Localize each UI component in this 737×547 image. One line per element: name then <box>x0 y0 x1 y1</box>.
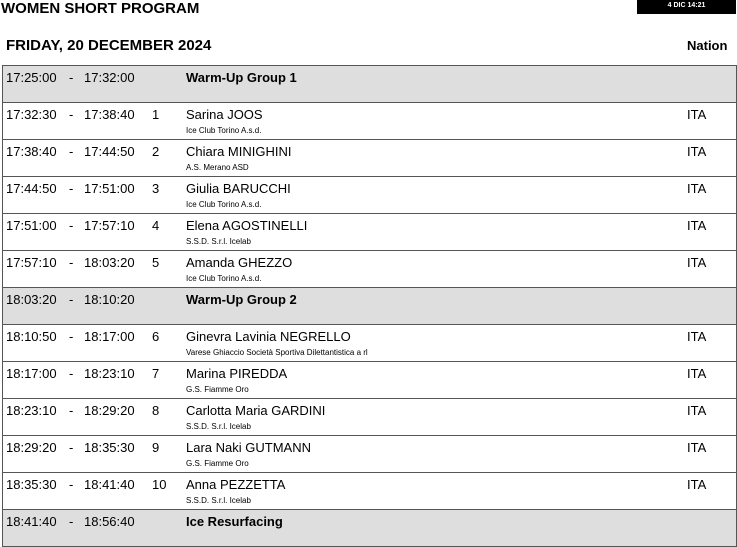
start-order: 4 <box>152 218 160 233</box>
time-separator: - <box>69 181 74 196</box>
club-name: S.S.D. S.r.l. Icelab <box>186 422 251 431</box>
club-name: S.S.D. S.r.l. Icelab <box>186 496 251 505</box>
skater-name: Amanda GHEZZO <box>186 255 293 270</box>
start-time: 17:57:10 <box>6 255 57 270</box>
start-time: 18:10:50 <box>6 329 57 344</box>
time-separator: - <box>69 440 74 455</box>
time-separator: - <box>69 329 74 344</box>
end-time: 18:10:20 <box>84 292 135 307</box>
time-separator: - <box>69 403 74 418</box>
nation-code: ITA <box>687 107 707 122</box>
start-order: 6 <box>152 329 160 344</box>
end-time: 18:56:40 <box>84 514 135 529</box>
skater-name: Carlotta Maria GARDINI <box>186 403 326 418</box>
end-time: 17:57:10 <box>84 218 135 233</box>
time-separator: - <box>69 366 74 381</box>
nation-code: ITA <box>687 181 707 196</box>
start-order: 9 <box>152 440 160 455</box>
club-name: S.S.D. S.r.l. Icelab <box>186 237 251 246</box>
schedule-break-row <box>3 510 736 547</box>
start-order: 1 <box>152 107 160 122</box>
time-separator: - <box>69 477 74 492</box>
schedule-skater-row <box>3 436 736 473</box>
time-separator: - <box>69 70 74 85</box>
time-separator: - <box>69 218 74 233</box>
nation-code: ITA <box>687 255 707 270</box>
end-time: 18:35:30 <box>84 440 135 455</box>
schedule-break-row <box>3 288 736 325</box>
print-timestamp: 4 DIC 14:21 <box>637 0 736 14</box>
end-time: 17:38:40 <box>84 107 135 122</box>
end-time: 18:29:20 <box>84 403 135 418</box>
time-separator: - <box>69 514 74 529</box>
schedule-skater-row <box>3 103 736 140</box>
start-time: 18:41:40 <box>6 514 57 529</box>
schedule-skater-row <box>3 251 736 288</box>
event-label: Warm-Up Group 2 <box>186 292 297 307</box>
schedule-table <box>2 65 737 547</box>
date-heading: FRIDAY, 20 DECEMBER 2024 <box>6 37 212 54</box>
start-time: 18:17:00 <box>6 366 57 381</box>
schedule-skater-row <box>3 140 736 177</box>
start-order: 3 <box>152 181 160 196</box>
schedule-skater-row <box>3 473 736 510</box>
start-time: 17:38:40 <box>6 144 57 159</box>
skater-name: Lara Naki GUTMANN <box>186 440 311 455</box>
start-time: 17:25:00 <box>6 70 57 85</box>
start-time: 18:23:10 <box>6 403 57 418</box>
end-time: 17:51:00 <box>84 181 135 196</box>
end-time: 18:23:10 <box>84 366 135 381</box>
start-time: 17:51:00 <box>6 218 57 233</box>
club-name: Varese Ghiaccio Società Sportiva Dilettantistica a rl <box>186 348 368 357</box>
club-name: G.S. Fiamme Oro <box>186 459 249 468</box>
skater-name: Giulia BARUCCHI <box>186 181 291 196</box>
nation-code: ITA <box>687 329 707 344</box>
event-label: Warm-Up Group 1 <box>186 70 297 85</box>
skater-name: Marina PIREDDA <box>186 366 288 381</box>
start-time: 17:44:50 <box>6 181 57 196</box>
skater-name: Elena AGOSTINELLI <box>186 218 308 233</box>
skater-name: Ginevra Lavinia NEGRELLO <box>186 329 351 344</box>
page-title: WOMEN SHORT PROGRAM <box>1 0 200 17</box>
end-time: 17:44:50 <box>84 144 135 159</box>
end-time: 18:03:20 <box>84 255 135 270</box>
end-time: 17:32:00 <box>84 70 135 85</box>
start-order: 8 <box>152 403 160 418</box>
time-separator: - <box>69 292 74 307</box>
nation-code: ITA <box>687 477 707 492</box>
schedule-break-row <box>3 66 736 103</box>
time-separator: - <box>69 107 74 122</box>
nation-code: ITA <box>687 440 707 455</box>
end-time: 18:41:40 <box>84 477 135 492</box>
skater-name: Anna PEZZETTA <box>186 477 286 492</box>
club-name: A.S. Merano ASD <box>186 163 249 172</box>
schedule-skater-row <box>3 325 736 362</box>
start-order: 10 <box>152 477 167 492</box>
start-time: 18:35:30 <box>6 477 57 492</box>
club-name: Ice Club Torino A.s.d. <box>186 274 262 283</box>
nation-code: ITA <box>687 144 707 159</box>
club-name: G.S. Fiamme Oro <box>186 385 249 394</box>
nation-column-header: Nation <box>687 38 728 53</box>
end-time: 18:17:00 <box>84 329 135 344</box>
club-name: Ice Club Torino A.s.d. <box>186 200 262 209</box>
schedule-skater-row <box>3 177 736 214</box>
start-order: 7 <box>152 366 160 381</box>
start-time: 17:32:30 <box>6 107 57 122</box>
skater-name: Sarina JOOS <box>186 107 263 122</box>
nation-code: ITA <box>687 403 707 418</box>
start-order: 2 <box>152 144 160 159</box>
time-separator: - <box>69 255 74 270</box>
time-separator: - <box>69 144 74 159</box>
schedule-skater-row <box>3 399 736 436</box>
start-time: 18:29:20 <box>6 440 57 455</box>
nation-code: ITA <box>687 366 707 381</box>
club-name: Ice Club Torino A.s.d. <box>186 126 262 135</box>
start-time: 18:03:20 <box>6 292 57 307</box>
skater-name: Chiara MINIGHINI <box>186 144 292 159</box>
event-label: Ice Resurfacing <box>186 514 283 529</box>
schedule-skater-row <box>3 214 736 251</box>
schedule-skater-row <box>3 362 736 399</box>
nation-code: ITA <box>687 218 707 233</box>
start-order: 5 <box>152 255 160 270</box>
